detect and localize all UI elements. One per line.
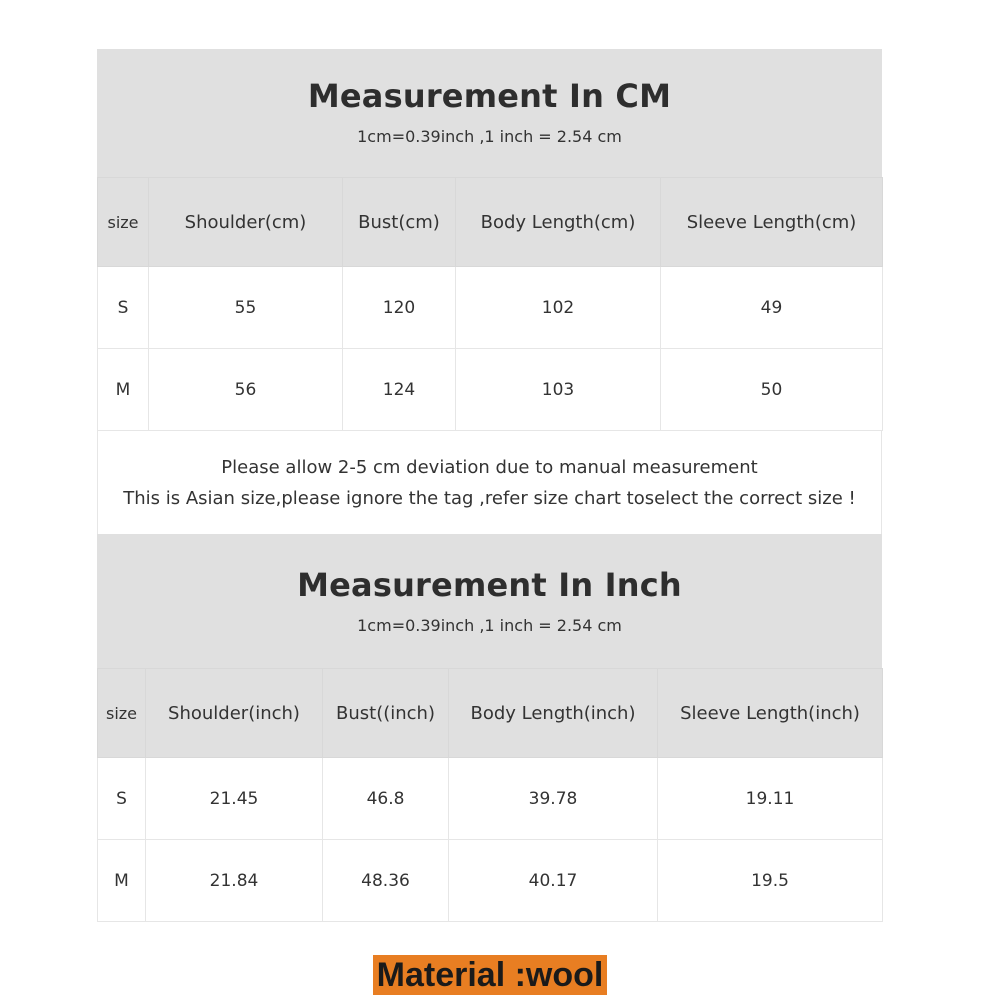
cm-cell-bust: 120 — [343, 267, 456, 349]
inch-cell-bust: 48.36 — [323, 840, 449, 922]
cm-cell-body-length: 102 — [456, 267, 661, 349]
deviation-note-line-1: Please allow 2-5 cm deviation due to manual measurement — [221, 457, 758, 478]
inch-title: Measurement In Inch — [297, 566, 682, 604]
cm-table — [97, 177, 883, 431]
cm-title: Measurement In CM — [307, 77, 672, 115]
inch-cell-shoulder: 21.84 — [146, 840, 323, 922]
deviation-note — [97, 431, 882, 534]
cm-cell-shoulder: 55 — [149, 267, 343, 349]
table-row — [98, 758, 883, 840]
table-row — [98, 840, 883, 922]
inch-cell-size: M — [98, 840, 146, 922]
inch-header-size: size — [98, 669, 146, 758]
inch-header-bust: Bust((inch) — [323, 669, 449, 758]
cm-cell-shoulder: 56 — [149, 349, 343, 431]
cm-cell-sleeve-length: 49 — [661, 267, 883, 349]
table-row — [98, 267, 883, 349]
inch-cell-bust: 46.8 — [323, 758, 449, 840]
deviation-note-line-2: This is Asian size,please ignore the tag ,refer size chart toselect the correct size ! — [123, 488, 856, 509]
inch-table — [97, 668, 883, 922]
inch-table-header-row — [98, 669, 883, 758]
cm-header-size: size — [98, 178, 149, 267]
cm-table-header-row — [98, 178, 883, 267]
cm-header-shoulder: Shoulder(cm) — [149, 178, 343, 267]
inch-conversion-note: 1cm=0.39inch ,1 inch = 2.54 cm — [357, 616, 622, 635]
inch-cell-size: S — [98, 758, 146, 840]
cm-cell-sleeve-length: 50 — [661, 349, 883, 431]
cm-cell-size: S — [98, 267, 149, 349]
inch-cell-shoulder: 21.45 — [146, 758, 323, 840]
size-chart — [97, 49, 882, 922]
cm-cell-size: M — [98, 349, 149, 431]
inch-header-shoulder: Shoulder(inch) — [146, 669, 323, 758]
cm-header-band — [97, 49, 882, 177]
cm-header-bust: Bust(cm) — [343, 178, 456, 267]
inch-header-band — [97, 534, 882, 668]
inch-cell-sleeve-length: 19.5 — [658, 840, 883, 922]
inch-header-sleeve-length: Sleeve Length(inch) — [658, 669, 883, 758]
cm-header-body-length: Body Length(cm) — [456, 178, 661, 267]
cm-header-sleeve-length: Sleeve Length(cm) — [661, 178, 883, 267]
material-label: Material :wool — [373, 955, 608, 995]
inch-cell-body-length: 39.78 — [449, 758, 658, 840]
cm-conversion-note: 1cm=0.39inch ,1 inch = 2.54 cm — [357, 127, 622, 146]
material-section — [0, 955, 980, 995]
inch-cell-sleeve-length: 19.11 — [658, 758, 883, 840]
table-row — [98, 349, 883, 431]
inch-cell-body-length: 40.17 — [449, 840, 658, 922]
cm-cell-bust: 124 — [343, 349, 456, 431]
cm-cell-body-length: 103 — [456, 349, 661, 431]
inch-header-body-length: Body Length(inch) — [449, 669, 658, 758]
